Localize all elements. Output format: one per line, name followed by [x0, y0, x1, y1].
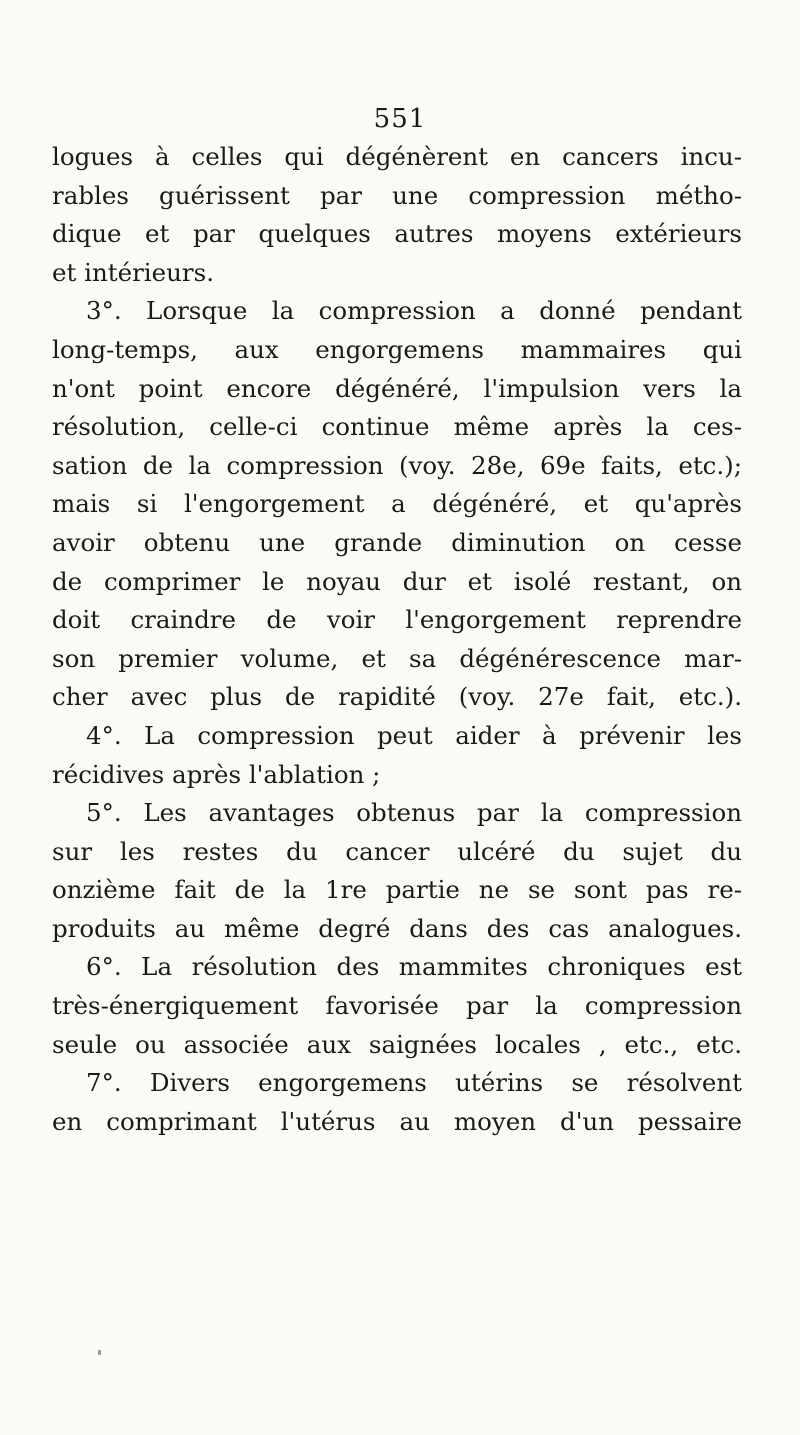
text-line: son premier volume, et sa dégénérescence mar-: [52, 643, 742, 673]
paper-speck: [98, 1350, 101, 1355]
text-line: très-énergiquement favorisée par la compression: [52, 991, 742, 1021]
text-line: de comprimer le noyau dur et isolé restant, on: [52, 566, 742, 596]
text-line: 7°. Divers engorgemens utérins se résolvent: [86, 1068, 742, 1098]
text-line: cher avec plus de rapidité (voy. 27e fait, etc.).: [52, 682, 742, 712]
text-line: sation de la compression (voy. 28e, 69e faits, etc.);: [52, 450, 742, 480]
text-line: en comprimant l'utérus au moyen d'un pessaire: [52, 1106, 742, 1136]
text-line: doit craindre de voir l'engorgement reprendre: [52, 605, 742, 635]
text-line: 4°. La compression peut aider à prévenir les: [86, 720, 742, 750]
text-line: 5°. Les avantages obtenus par la compression: [86, 798, 742, 828]
text-line: récidives après l'ablation ;: [52, 759, 381, 789]
text-line: 6°. La résolution des mammites chroniques est: [86, 952, 742, 982]
text-line: mais si l'engorgement a dégénéré, et qu'après: [52, 489, 742, 519]
text-line: avoir obtenu une grande diminution on cesse: [52, 527, 742, 557]
text-line: n'ont point encore dégénéré, l'impulsion vers la: [52, 373, 742, 403]
text-line: logues à celles qui dégénèrent en cancers incu-: [52, 142, 742, 171]
text-line: long-temps, aux engorgemens mammaires qui: [52, 334, 742, 364]
text-line: 3°. Lorsque la compression a donné pendant: [86, 296, 742, 326]
page-number: 551: [373, 104, 427, 134]
text-line: sur les restes du cancer ulcéré du sujet du: [52, 836, 742, 866]
text-line: produits au même degré dans des cas analogues.: [52, 913, 742, 943]
text-line: résolution, celle-ci continue même après la ces-: [52, 412, 742, 442]
text-line: onzième fait de la 1re partie ne se sont pas re-: [52, 875, 742, 905]
text-line: seule ou associée aux saignées locales , etc., etc.: [52, 1029, 742, 1059]
text-line: rables guérissent par une compression métho-: [52, 180, 742, 210]
text-line: et intérieurs.: [52, 257, 214, 287]
text-line: dique et par quelques autres moyens extérieurs: [52, 219, 742, 249]
body-text: [52, 138, 742, 1141]
